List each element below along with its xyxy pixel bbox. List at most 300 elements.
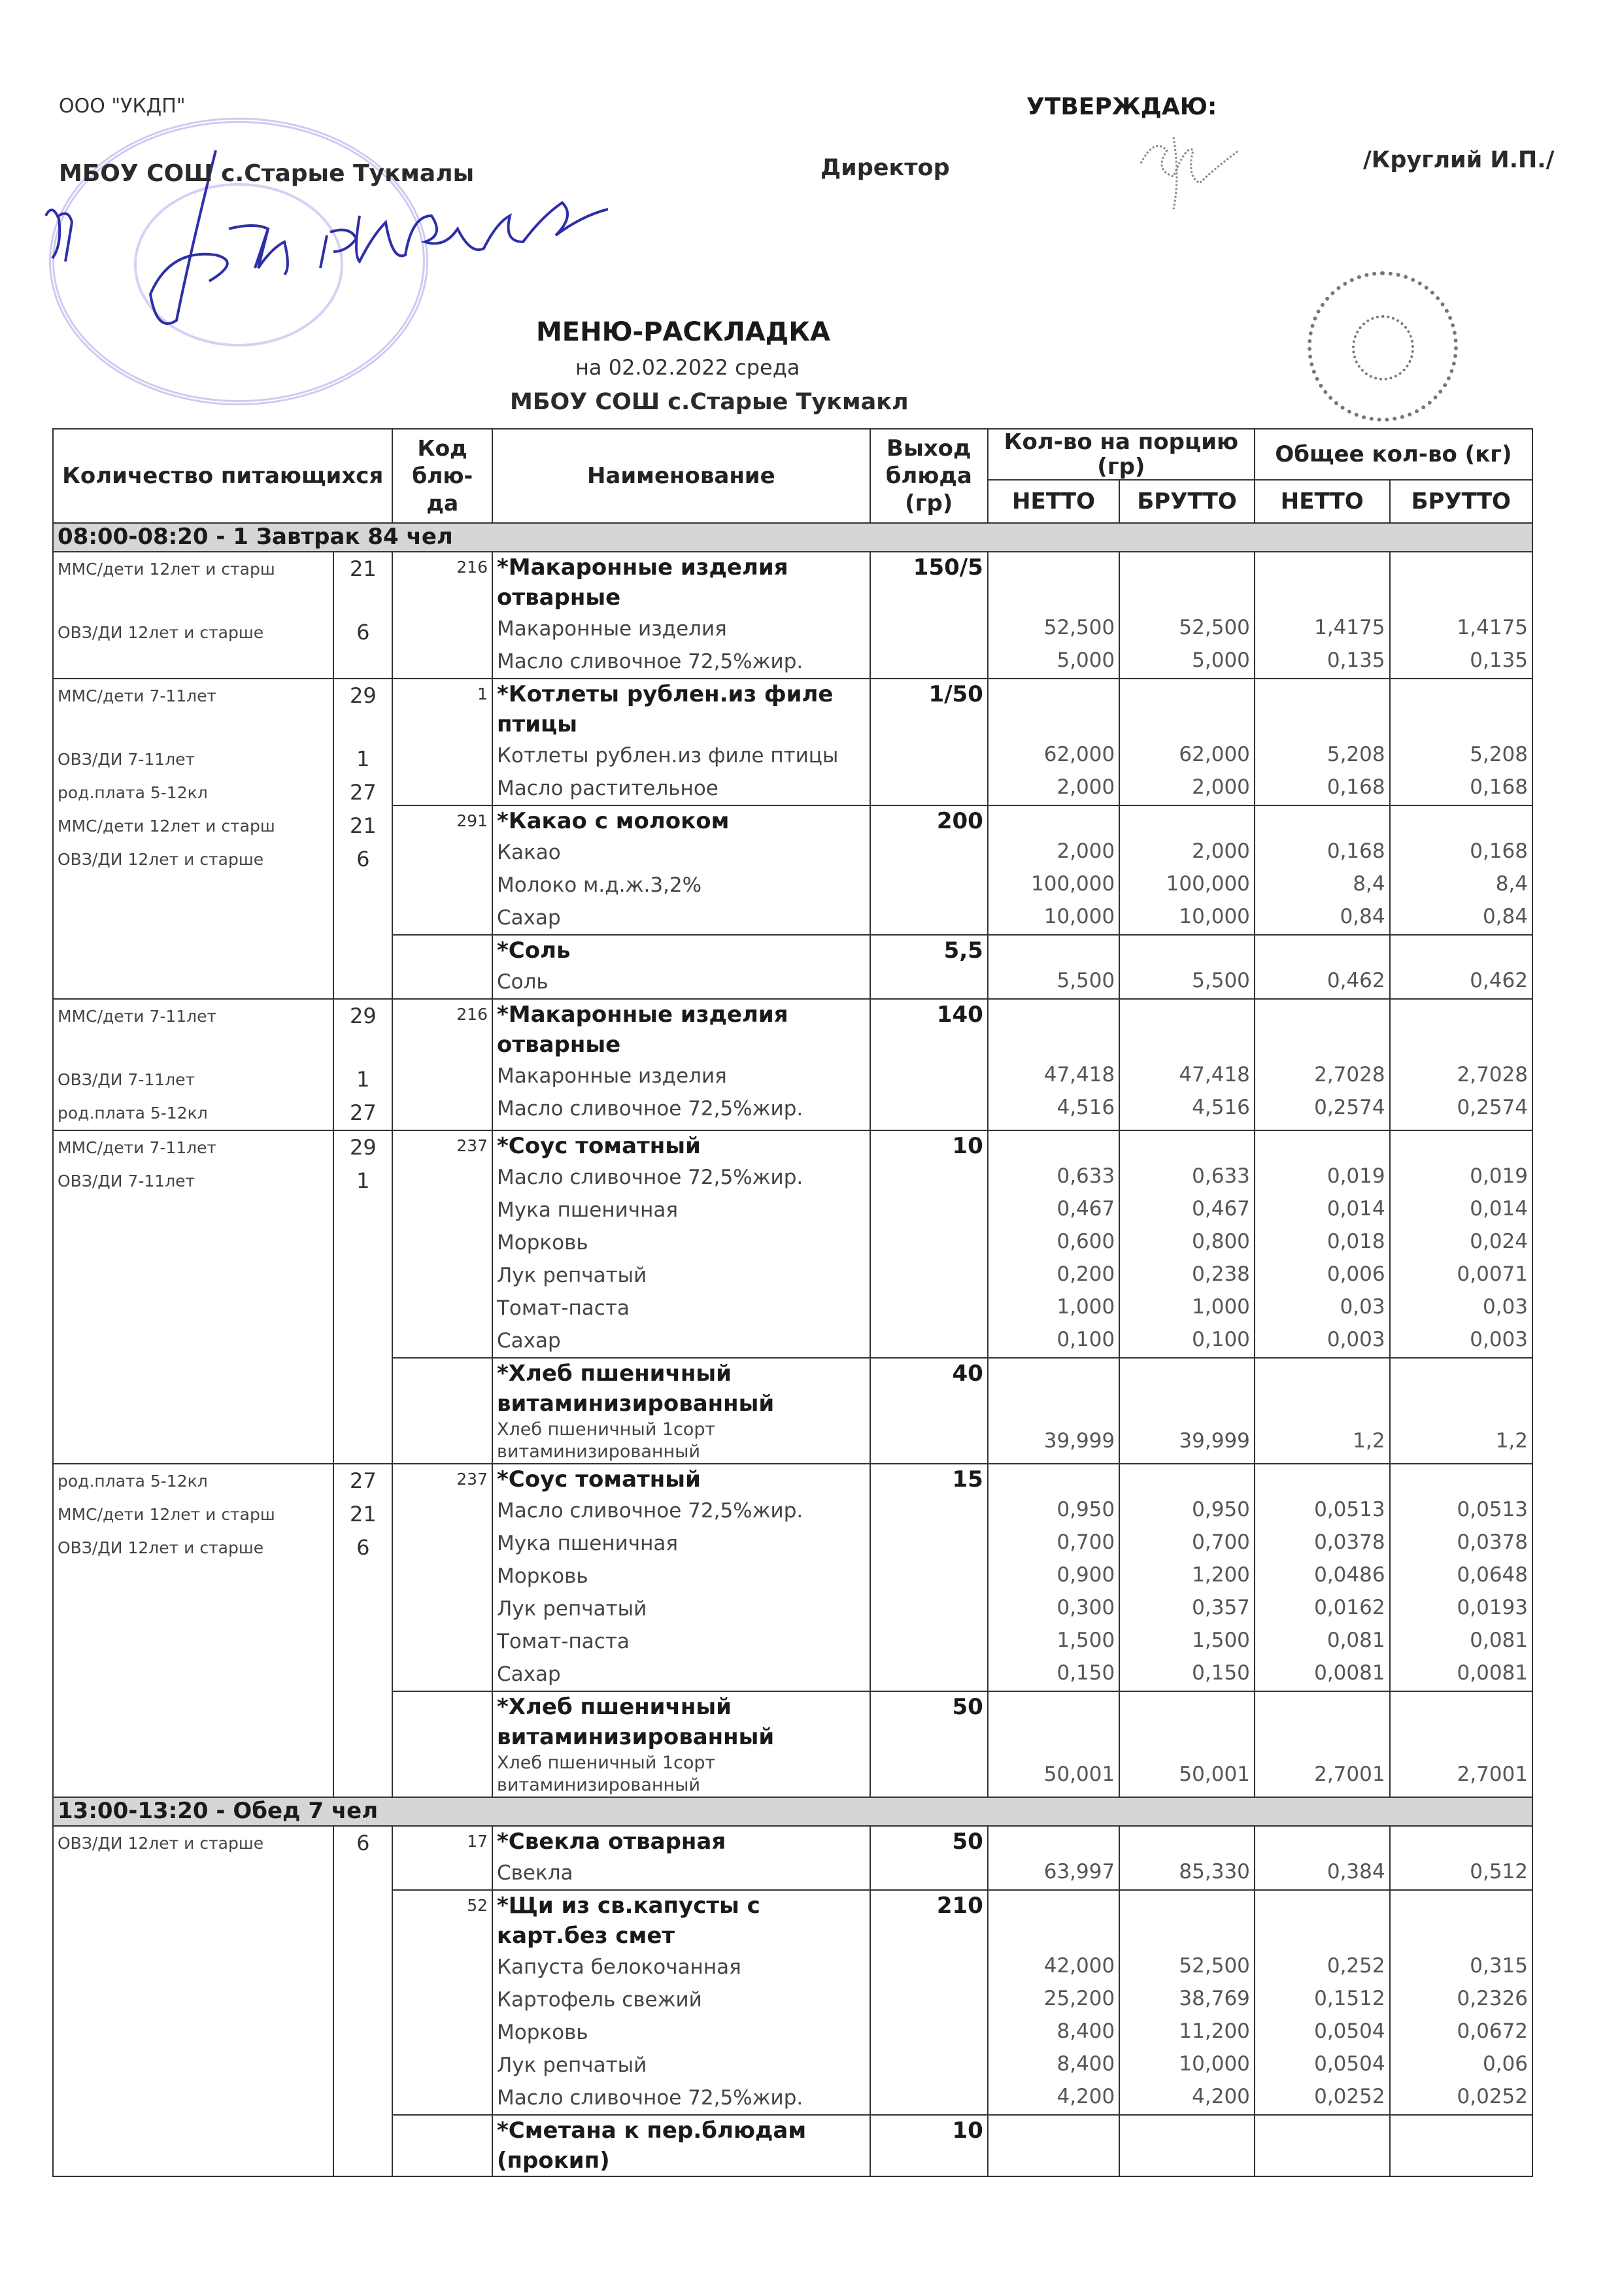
spacer	[992, 679, 1115, 709]
meal-section-header	[53, 523, 1532, 552]
portion-brutto-value: 10,000	[1179, 905, 1250, 928]
column-header-code: Код блю-да	[392, 429, 492, 523]
spacer	[1259, 552, 1385, 582]
consumer-counts	[333, 1826, 392, 2176]
dish-title: *Макаронные изделия отварные	[497, 1002, 788, 1058]
total-netto-value: 5,208	[1326, 743, 1385, 766]
total-netto-value: 1,4175	[1314, 616, 1385, 639]
spacer	[1394, 806, 1528, 836]
consumer-group-name: ММС/дети 12лет и старш	[58, 560, 275, 579]
ingredient-name: Лук репчатый	[497, 2053, 647, 2077]
portion-netto-cell	[988, 1691, 1119, 1797]
total-netto-value: 0,0081	[1314, 1661, 1385, 1685]
column-header-portion-netto: НЕТТО	[988, 480, 1119, 523]
portion-netto-value: 100,000	[1031, 872, 1115, 896]
document-date: на 02.02.2022 среда	[575, 355, 800, 380]
dish-code: 237	[392, 1464, 492, 1691]
total-brutto-value: 2,7028	[1457, 1063, 1528, 1087]
spacer	[1124, 709, 1250, 739]
portion-brutto-value: 0,100	[1192, 1328, 1250, 1351]
spacer	[1124, 582, 1250, 613]
ingredient-name: Сахар	[497, 1329, 561, 1353]
spacer	[1259, 1464, 1385, 1494]
consumer-group-name: ОВЗ/ДИ 12лет и старше	[58, 850, 264, 869]
total-netto-cell	[1255, 1890, 1390, 2115]
spacer	[1259, 2116, 1385, 2146]
total-brutto-value: 5,208	[1470, 743, 1528, 766]
dish-title: *Какао с молоком	[497, 808, 730, 834]
dish-output: 150/5	[870, 552, 988, 679]
ingredient-name: Мука пшеничная	[497, 1532, 679, 1555]
handwritten-signature-left	[33, 118, 621, 327]
portion-netto-value: 8,400	[1056, 2052, 1115, 2076]
total-brutto-value: 0,03	[1482, 1295, 1528, 1319]
dish-output: 40	[870, 1358, 988, 1464]
spacer	[992, 1722, 1115, 1752]
total-brutto-cell	[1390, 1464, 1532, 1691]
portion-netto-value: 0,633	[1056, 1164, 1115, 1188]
consumer-group-count: 6	[356, 847, 370, 871]
spacer	[1259, 2146, 1385, 2176]
total-netto-value: 0,252	[1326, 1954, 1385, 1978]
spacer	[1394, 1692, 1528, 1722]
total-netto-cell	[1255, 1826, 1390, 1890]
total-netto-value: 0,014	[1326, 1197, 1385, 1221]
ingredient-name: Томат-паста	[497, 1296, 630, 1320]
total-netto-value: 0,003	[1326, 1328, 1385, 1351]
spacer	[992, 806, 1115, 836]
consumer-counts	[333, 1130, 392, 1464]
total-netto-cell	[1255, 2115, 1390, 2176]
portion-netto-value: 39,999	[1043, 1429, 1115, 1453]
spacer	[1394, 1722, 1528, 1752]
portion-brutto-value: 38,769	[1179, 1987, 1250, 2010]
total-netto-value: 0,168	[1326, 839, 1385, 863]
spacer	[992, 2146, 1115, 2176]
consumer-groups	[53, 999, 333, 1130]
consumer-groups	[53, 1826, 333, 2176]
consumer-counts	[333, 552, 392, 679]
dish-code: 237	[392, 1130, 492, 1358]
dish-name-cell	[492, 1826, 870, 1890]
spacer	[1394, 1000, 1528, 1030]
portion-netto-value: 0,467	[1056, 1197, 1115, 1221]
portion-netto-value: 52,500	[1043, 616, 1115, 639]
dish-code: 291	[392, 805, 492, 935]
dish-row	[53, 1130, 1532, 1358]
total-brutto-value: 0,0513	[1457, 1498, 1528, 1521]
ingredient-name: Хлеб пшеничный 1сорт витаминизированный	[497, 1419, 716, 1462]
consumer-group-count: 6	[356, 620, 370, 645]
portion-brutto-value: 4,516	[1192, 1096, 1250, 1119]
spacer	[992, 582, 1115, 613]
total-brutto-value: 0,512	[1470, 1860, 1528, 1883]
portion-brutto-value: 0,700	[1192, 1530, 1250, 1554]
ingredient-name: Масло сливочное 72,5%жир.	[497, 1166, 803, 1189]
ingredient-name: Масло сливочное 72,5%жир.	[497, 1097, 803, 1121]
consumer-group-name: род.плата 5-12кл	[58, 1472, 208, 1491]
dish-row	[53, 1826, 1532, 1890]
dish-name-cell	[492, 679, 870, 805]
total-brutto-value: 0,2326	[1457, 1987, 1528, 2010]
dish-code: 1	[392, 679, 492, 805]
portion-netto-value: 2,000	[1056, 775, 1115, 799]
dish-title: *Соль	[497, 937, 571, 964]
dish-name-cell	[492, 1130, 870, 1358]
total-netto-cell	[1255, 999, 1390, 1130]
portion-brutto-value: 0,950	[1192, 1498, 1250, 1521]
portion-netto-value: 5,000	[1056, 649, 1115, 672]
portion-brutto-value: 5,000	[1192, 649, 1250, 672]
column-header-count: Количество питающихся	[53, 429, 392, 523]
total-brutto-cell	[1390, 1826, 1532, 1890]
dish-name-cell	[492, 2115, 870, 2176]
portion-brutto-value: 50,001	[1179, 1763, 1250, 1786]
portion-netto-value: 50,001	[1043, 1763, 1115, 1786]
ingredient-name: Масло сливочное 72,5%жир.	[497, 650, 803, 673]
total-brutto-value: 0,0193	[1457, 1596, 1528, 1619]
dish-name-cell	[492, 1890, 870, 2115]
portion-brutto-value: 100,000	[1166, 872, 1250, 896]
consumer-counts	[333, 1464, 392, 1797]
total-netto-value: 0,84	[1340, 905, 1385, 928]
total-brutto-cell	[1390, 552, 1532, 679]
spacer	[1394, 1359, 1528, 1389]
spacer	[1394, 709, 1528, 739]
spacer	[1259, 806, 1385, 836]
portion-brutto-value: 47,418	[1179, 1063, 1250, 1087]
spacer	[992, 1359, 1115, 1389]
consumer-group-name: род.плата 5-12кл	[58, 783, 208, 802]
consumer-group-count: 27	[349, 780, 377, 805]
spacer	[1394, 1891, 1528, 1921]
portion-netto-value: 0,150	[1056, 1661, 1115, 1685]
total-netto-value: 0,2574	[1314, 1096, 1385, 1119]
total-netto-cell	[1255, 1691, 1390, 1797]
spacer	[1259, 1389, 1385, 1419]
spacer	[992, 1692, 1115, 1722]
consumer-counts	[333, 679, 392, 999]
spacer	[1124, 1692, 1250, 1722]
consumer-group-count: 29	[349, 683, 377, 708]
portion-brutto-cell	[1119, 805, 1255, 935]
portion-netto-value: 0,100	[1056, 1328, 1115, 1351]
total-netto-cell	[1255, 935, 1390, 999]
document-title: МЕНЮ-РАСКЛАДКА	[536, 317, 830, 347]
column-header-total-netto: НЕТТО	[1255, 480, 1390, 523]
spacer	[1124, 1359, 1250, 1389]
portion-netto-value: 62,000	[1043, 743, 1115, 766]
total-brutto-value: 0,315	[1470, 1954, 1528, 1978]
portion-netto-value: 0,600	[1056, 1230, 1115, 1253]
spacer	[1394, 2116, 1528, 2146]
portion-netto-value: 10,000	[1043, 905, 1115, 928]
meal-label: 08:00-08:20 - 1 Завтрак 84 чел	[53, 523, 1532, 552]
portion-netto-value: 5,500	[1056, 969, 1115, 992]
total-brutto-value: 0,0648	[1457, 1563, 1528, 1587]
total-netto-value: 0,384	[1326, 1860, 1385, 1883]
spacer	[992, 1891, 1115, 1921]
portion-brutto-value: 1,000	[1192, 1295, 1250, 1319]
total-brutto-value: 0,0378	[1457, 1530, 1528, 1554]
total-netto-cell	[1255, 1358, 1390, 1464]
ingredient-name: Сахар	[497, 1663, 561, 1686]
spacer	[1259, 1000, 1385, 1030]
column-header-output: Выход блюда (гр)	[870, 429, 988, 523]
total-netto-value: 0,0486	[1314, 1563, 1385, 1587]
portion-netto-value: 25,200	[1043, 1987, 1115, 2010]
spacer	[1259, 1359, 1385, 1389]
portion-brutto-cell	[1119, 999, 1255, 1130]
spacer	[1124, 1389, 1250, 1419]
portion-brutto-cell	[1119, 935, 1255, 999]
portion-netto-value: 0,200	[1056, 1262, 1115, 1286]
consumer-group-name: ОВЗ/ДИ 7-11лет	[58, 750, 195, 769]
total-brutto-value: 0,0252	[1457, 2085, 1528, 2108]
spacer	[1124, 1722, 1250, 1752]
dish-name-cell	[492, 935, 870, 999]
total-netto-value: 2,7001	[1314, 1763, 1385, 1786]
dish-code	[392, 1358, 492, 1464]
dish-output: 50	[870, 1826, 988, 1890]
portion-brutto-value: 1,200	[1192, 1563, 1250, 1587]
spacer	[1124, 2116, 1250, 2146]
spacer	[992, 1921, 1115, 1951]
spacer	[1394, 1131, 1528, 1161]
portion-brutto-value: 10,000	[1179, 2052, 1250, 2076]
portion-netto-value: 1,500	[1056, 1629, 1115, 1652]
portion-brutto-value: 11,200	[1179, 2019, 1250, 2043]
spacer	[992, 1827, 1115, 1857]
spacer	[992, 1389, 1115, 1419]
consumer-group-name: ММС/дети 7-11лет	[58, 1138, 217, 1157]
spacer	[992, 1131, 1115, 1161]
meal-section-header	[53, 1797, 1532, 1826]
dish-output: 15	[870, 1464, 988, 1691]
portion-brutto-cell	[1119, 1358, 1255, 1464]
ingredient-name: Свекла	[497, 1861, 573, 1885]
consumer-group-count: 29	[349, 1004, 377, 1028]
dish-code	[392, 2115, 492, 2176]
dish-row	[53, 999, 1532, 1130]
spacer	[1394, 1827, 1528, 1857]
dish-title: *Макаронные изделия отварные	[497, 554, 788, 611]
portion-netto-value: 4,516	[1056, 1096, 1115, 1119]
spacer	[992, 1000, 1115, 1030]
total-brutto-value: 0,0672	[1457, 2019, 1528, 2043]
portion-brutto-cell	[1119, 2115, 1255, 2176]
consumer-group-name: ММС/дети 12лет и старш	[58, 817, 275, 836]
consumer-group-name: ОВЗ/ДИ 12лет и старше	[58, 623, 264, 642]
ingredient-name: Макаронные изделия	[497, 617, 727, 641]
total-netto-value: 0,0378	[1314, 1530, 1385, 1554]
spacer	[1259, 1692, 1385, 1722]
dish-title: *Хлеб пшеничный витаминизированный	[497, 1360, 775, 1417]
portion-brutto-value: 62,000	[1179, 743, 1250, 766]
portion-brutto-cell	[1119, 679, 1255, 805]
portion-brutto-value: 0,633	[1192, 1164, 1250, 1188]
consumer-group-name: ОВЗ/ДИ 12лет и старше	[58, 1834, 264, 1853]
spacer	[992, 1464, 1115, 1494]
consumer-group-name: ММС/дети 12лет и старш	[58, 1505, 275, 1524]
total-netto-value: 0,1512	[1314, 1987, 1385, 2010]
total-brutto-value: 0,135	[1470, 649, 1528, 672]
consumer-group-count: 1	[356, 1168, 370, 1193]
total-brutto-value: 0,081	[1470, 1629, 1528, 1652]
spacer	[1259, 1131, 1385, 1161]
consumer-groups	[53, 552, 333, 679]
total-brutto-value: 1,2	[1495, 1429, 1528, 1453]
ingredient-name: Морковь	[497, 1231, 588, 1255]
total-brutto-value: 0,024	[1470, 1230, 1528, 1253]
spacer	[1259, 1827, 1385, 1857]
total-brutto-cell	[1390, 2115, 1532, 2176]
portion-netto-value: 42,000	[1043, 1954, 1115, 1978]
portion-netto-value: 4,200	[1056, 2085, 1115, 2108]
spacer	[1124, 806, 1250, 836]
portion-brutto-value: 4,200	[1192, 2085, 1250, 2108]
menu-table-body	[53, 523, 1532, 2176]
dish-output: 5,5	[870, 935, 988, 999]
dish-title: *Хлеб пшеничный витаминизированный	[497, 1694, 775, 1750]
spacer	[1259, 1921, 1385, 1951]
portion-netto-value: 0,300	[1056, 1596, 1115, 1619]
total-netto-value: 1,2	[1353, 1429, 1385, 1453]
official-seal-emblem	[1352, 315, 1414, 380]
consumer-group-name: ММС/дети 7-11лет	[58, 1007, 217, 1026]
consumer-group-count: 6	[356, 1535, 370, 1560]
ingredient-name: Масло сливочное 72,5%жир.	[497, 2086, 803, 2110]
portion-netto-cell	[988, 552, 1119, 679]
spacer	[1124, 1827, 1250, 1857]
spacer	[1124, 1000, 1250, 1030]
total-brutto-cell	[1390, 1890, 1532, 2115]
spacer	[1259, 709, 1385, 739]
portion-netto-cell	[988, 1358, 1119, 1464]
consumer-group-name: ММС/дети 7-11лет	[58, 686, 217, 705]
spacer	[1124, 2146, 1250, 2176]
portion-brutto-value: 39,999	[1179, 1429, 1250, 1453]
spacer	[1259, 679, 1385, 709]
column-header-total: Общее кол-во (кг)	[1255, 429, 1532, 480]
menu-table	[52, 428, 1533, 2177]
total-brutto-value: 0,014	[1470, 1197, 1528, 1221]
spacer	[1124, 679, 1250, 709]
portion-netto-value: 8,400	[1056, 2019, 1115, 2043]
portion-netto-cell	[988, 1464, 1119, 1691]
total-brutto-cell	[1390, 679, 1532, 805]
portion-netto-cell	[988, 1890, 1119, 2115]
dish-name-cell	[492, 552, 870, 679]
dish-title: *Соус томатный	[497, 1133, 701, 1159]
portion-brutto-value: 2,000	[1192, 775, 1250, 799]
spacer	[1124, 1891, 1250, 1921]
spacer	[1124, 1464, 1250, 1494]
ingredient-name: Томат-паста	[497, 1630, 630, 1653]
portion-brutto-value: 1,500	[1192, 1629, 1250, 1652]
consumer-group-count: 21	[349, 813, 377, 838]
column-header-name: Наименование	[492, 429, 870, 523]
portion-brutto-value: 85,330	[1179, 1860, 1250, 1883]
total-brutto-value: 1,4175	[1457, 616, 1528, 639]
portion-netto-cell	[988, 679, 1119, 805]
total-brutto-value: 0,06	[1482, 2052, 1528, 2076]
consumer-group-name: ОВЗ/ДИ 7-11лет	[58, 1070, 195, 1089]
dish-output: 50	[870, 1691, 988, 1797]
dish-output: 1/50	[870, 679, 988, 805]
dish-code: 17	[392, 1826, 492, 1890]
dish-name-cell	[492, 1358, 870, 1464]
meal-label: 13:00-13:20 - Обед 7 чел	[53, 1797, 1532, 1826]
approve-label: УТВЕРЖДАЮ:	[1026, 93, 1217, 120]
spacer	[1394, 1389, 1528, 1419]
ingredient-name: Мука пшеничная	[497, 1198, 679, 1222]
school-name: МБОУ СОШ с.Старые Тукмалы	[59, 160, 475, 187]
spacer	[1259, 936, 1385, 966]
column-header-total-brutto: БРУТТО	[1390, 480, 1532, 523]
spacer	[1259, 1030, 1385, 1060]
total-netto-cell	[1255, 552, 1390, 679]
spacer	[1394, 582, 1528, 613]
consumer-group-count: 21	[349, 556, 377, 581]
total-brutto-value: 0,0071	[1457, 1262, 1528, 1286]
portion-brutto-cell	[1119, 1890, 1255, 2115]
dish-title: *Свекла отварная	[497, 1829, 726, 1855]
ingredient-name: Масло сливочное 72,5%жир.	[497, 1499, 803, 1523]
consumer-counts	[333, 999, 392, 1130]
spacer	[1394, 1030, 1528, 1060]
dish-name-cell	[492, 999, 870, 1130]
total-brutto-value: 0,2574	[1457, 1096, 1528, 1119]
consumer-group-count: 1	[356, 1067, 370, 1092]
dish-title: *Котлеты рублен.из филе птицы	[497, 681, 834, 737]
total-netto-value: 0,081	[1326, 1629, 1385, 1652]
spacer	[992, 552, 1115, 582]
dish-output: 10	[870, 2115, 988, 2176]
portion-netto-value: 63,997	[1043, 1860, 1115, 1883]
dish-title: *Сметана к пер.блюдам (прокип)	[497, 2118, 807, 2174]
ingredient-name: Котлеты рублен.из филе птицы	[497, 744, 839, 768]
total-netto-value: 8,4	[1353, 872, 1385, 896]
dish-row	[53, 679, 1532, 805]
total-brutto-value: 0,019	[1470, 1164, 1528, 1188]
portion-netto-cell	[988, 1130, 1119, 1358]
total-brutto-cell	[1390, 1130, 1532, 1358]
portion-brutto-value: 2,000	[1192, 839, 1250, 863]
spacer	[1124, 936, 1250, 966]
consumer-group-count: 21	[349, 1502, 377, 1527]
total-brutto-value: 0,0081	[1457, 1661, 1528, 1685]
dish-name-cell	[492, 1464, 870, 1691]
spacer	[1394, 552, 1528, 582]
consumer-groups	[53, 1130, 333, 1464]
director-label: Директор	[820, 155, 950, 181]
consumer-group-name: ОВЗ/ДИ 12лет и старше	[58, 1538, 264, 1557]
portion-brutto-cell	[1119, 1691, 1255, 1797]
column-header-portion: Кол-во на порцию (гр)	[988, 429, 1255, 480]
spacer	[1124, 1921, 1250, 1951]
dish-title: *Соус томатный	[497, 1466, 701, 1493]
total-netto-value: 0,168	[1326, 775, 1385, 799]
dish-code: 216	[392, 552, 492, 679]
spacer	[1394, 1921, 1528, 1951]
total-brutto-cell	[1390, 999, 1532, 1130]
ingredient-name: Сахар	[497, 906, 561, 930]
spacer	[1124, 1030, 1250, 1060]
dish-name-cell	[492, 805, 870, 935]
spacer	[1394, 936, 1528, 966]
total-netto-value: 0,462	[1326, 969, 1385, 992]
